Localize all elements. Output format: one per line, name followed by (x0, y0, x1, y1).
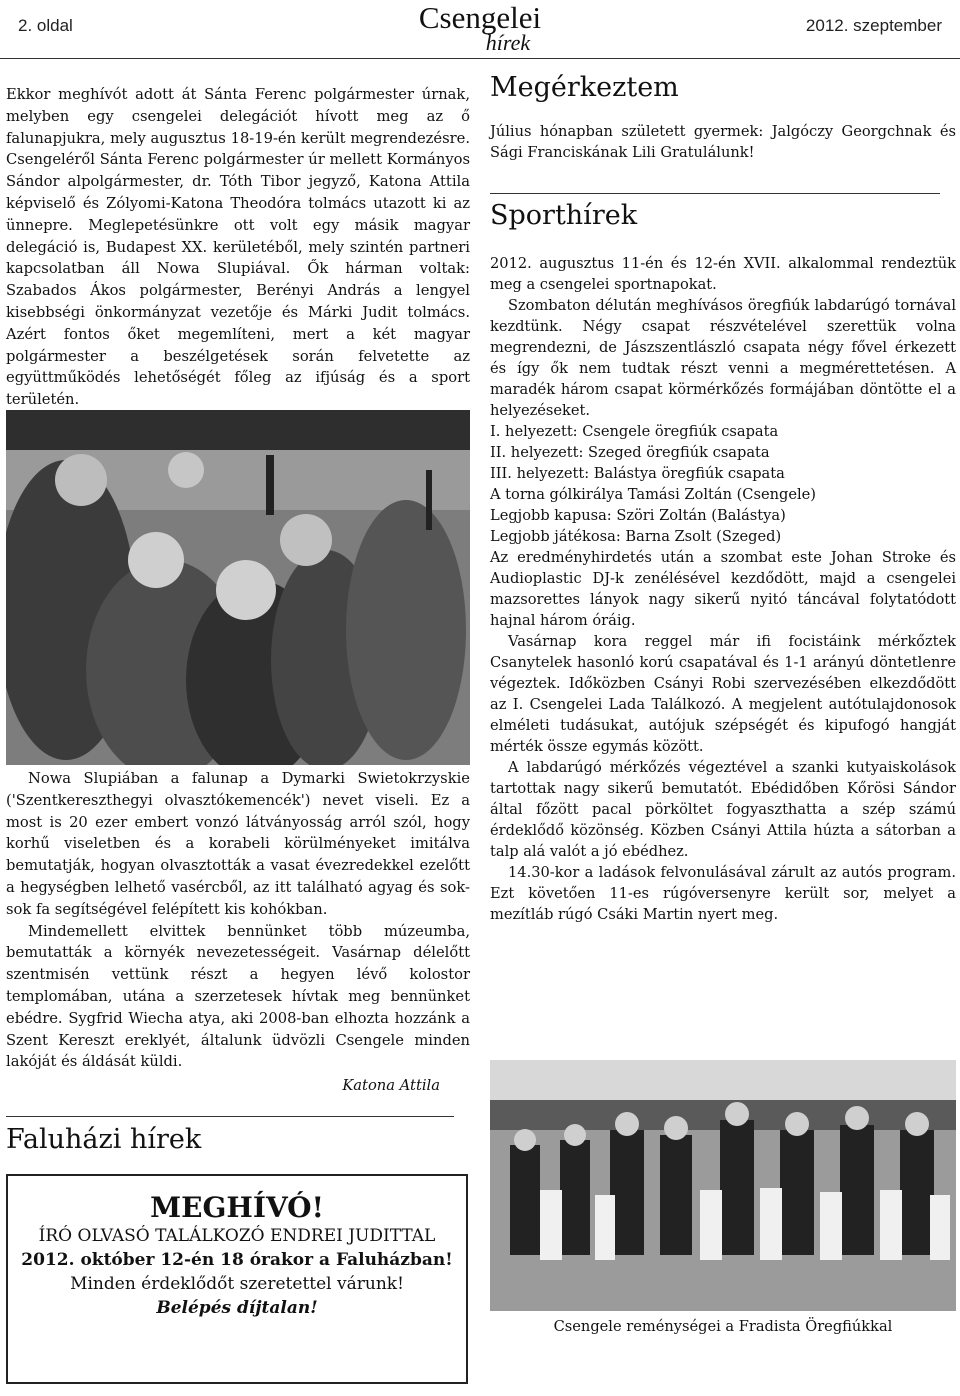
article-paragraph: Ekkor meghívót adott át Sánta Ferenc polgármester úrnak, melyben egy csengelei delegációt hívott meg az ő falunapjukra, mely augusztus 18-19-én került megrendezésre. Csengeléről Sánta Ferenc polgármester úr mellett Kormányos Sándor alpolgármester, dr. Tóth Tibor jegyző, Katona Attila képviselő és Zólyomi-Katona Theodóra tolmács utazott ki az ünnepre. Meglepetésünkre ott volt egy másik magyar delegáció is, Budapest XX. kerületéből, mely szintén partneri kapcsolatban áll Nowa Slupiával. Ők hárman voltak: Szabados Ákos polgármester, Berényi András a lengyel kisebbségi önkormányzat vezetője és Márki Judit tolmács. Azért fontos őket megemlíteni, mert a két magyar polgármester a beszélgetések során felvetette az együttműködés lehetőségét főleg az ifjúság és a sport területén. (6, 86, 470, 409)
results-item: Legjobb kapusa: Szöri Zoltán (Balástya) (490, 507, 786, 524)
results-item: I. helyezett: Csengele öregfiúk csapata (490, 423, 779, 440)
masthead-subtitle: hírek (485, 30, 531, 55)
sport-paragraph: Szombaton délután meghívásos öregfiúk labdarúgó tornával kezdtünk. Négy csapat részvételével szerettük volna megrendezni, de Jászszentlászló csapata négy fővel érkezett és így ők nem tudtak részt venni a megmérettetésen. A maradék három csapat körmérkőzés formájában döntötte el a helyezéseket. (490, 297, 956, 419)
section-title-sporthirek: Sporthírek (490, 200, 638, 231)
right-column (490, 72, 956, 925)
invitation-heading: MEGHÍVÓ! (150, 1191, 324, 1224)
results-item: II. helyezett: Szeged öregfiúk csapata (490, 444, 770, 461)
birth-announcement: Július hónapban született gyermek: Jalgóczy Georgchnak és Sági Franciskának Lili Gratulálunk! (490, 123, 956, 161)
section-title-megerkeztem: Megérkeztem (490, 72, 679, 103)
invitation-box (6, 1174, 468, 1384)
sport-paragraph: Vasárnap kora reggel már ifi focistáink mérkőztek Csanytelek hasonló korú csapatával és 1-1 arányú döntetlenre végeztek. Időközben Csányi Robi szervezésében elkezdődött az I. Csengelei Lada Találkozó. A megjelent autótulajdonosok elméleti tudásukat, autójuk szépségét és kipufogó hangját mérték össze egymás között. (490, 633, 956, 755)
sport-paragraph: 14.30-kor a ladások felvonulásával zárult az autós program. Ezt követően 11-es rúgóversenyre került sor, melyet a mezítláb rúgó Csáki Martin nyert meg. (490, 864, 956, 923)
sport-paragraph: Az eredményhirdetés után a szombat este Johan Stroke és Audioplastic DJ-k zenélésével kezdődött, majd a csengelei mazsorettes lányok nagy sikerű nyitó táncával folytatódott hajnal három óráig. (490, 549, 956, 629)
results-item: III. helyezett: Balástya öregfiúk csapata (490, 465, 785, 482)
author-signature: Katona Attila (342, 1077, 440, 1095)
article-paragraph: Mindemellett elvittek bennünket több múzeumba, bemutatták a környék nevezetességeit. Vasárnap délelőtt szentmisén vettünk részt a hegyen lévő kolostor templomában, utána a szerzetesek hívtak meg bennünket ebédre. Sygfrid Wiecha atya, aki 2008-ban elhozta hozzánk a Szent Kereszt ereklyét, általunk üdvözli Csengele minden lakóját és áldását küldi. (6, 922, 470, 1071)
invitation-line: ÍRÓ OLVASÓ TALÁLKOZÓ ENDREI JUDITTAL (38, 1226, 436, 1246)
invitation-date: 2012. október 12-én 18 órakor a Faluházban! (21, 1250, 453, 1270)
page-number: 2. oldal (18, 16, 73, 35)
results-list (490, 421, 956, 547)
results-item: A torna gólkirálya Tamási Zoltán (Csengele) (490, 486, 816, 503)
page-header (0, 0, 960, 58)
header-rule (0, 58, 960, 59)
left-column-continued (6, 768, 470, 1094)
masthead-name: Csengelei (418, 0, 542, 35)
masthead (400, 0, 560, 55)
invitation-line: Minden érdeklődőt szeretettel várunk! (70, 1274, 404, 1294)
issue-date: 2012. szeptember (805, 16, 942, 35)
section-divider (6, 1116, 454, 1117)
invitation-note: Belépés díjtalan! (156, 1298, 318, 1318)
ceremony-photo (6, 410, 470, 765)
football-team-photo (490, 1060, 956, 1311)
left-column (6, 84, 470, 411)
article-paragraph: Nowa Slupiában a falunap a Dymarki Swietokrzyskie ('Szentkereszthegyi olvasztókemencék') nevet viseli. Ez a most is 20 ezer embert vonzó látványosság arról szól, hogy korhű viseletben és a korabeli körülményeket imitálva bemutatják, hogyan olvasztották a vasat évezredekkel ezelőtt a hegységben lelhető vasércből, az itt található agyag és sok-sok fa segítségével felépített kis kohókban. (6, 770, 470, 918)
section-title-faluhazi: Faluházi hírek (6, 1124, 202, 1155)
sport-paragraph: A labdarúgó mérkőzés végeztével a szanki kutyaiskolások tartottak nagy sikerű bemutatót. Ebédidőben Kőrösi Sándor által főzött pacal pörköltet fogyaszthatta a szép számú érdeklődő közönség. Közben Csányi Attila húzta a sátorban a talp alá valót a jó ebédhez. (490, 759, 956, 860)
photo-caption: Csengele reménységei a Fradista Öregfiúkkal (553, 1318, 893, 1335)
results-item: Legjobb játékosa: Barna Zsolt (Szeged) (490, 528, 782, 545)
sport-paragraph: 2012. augusztus 11-én és 12-én XVII. alkalommal rendeztük meg a csengelei sportnapokat. (490, 255, 956, 293)
section-divider (490, 193, 940, 194)
